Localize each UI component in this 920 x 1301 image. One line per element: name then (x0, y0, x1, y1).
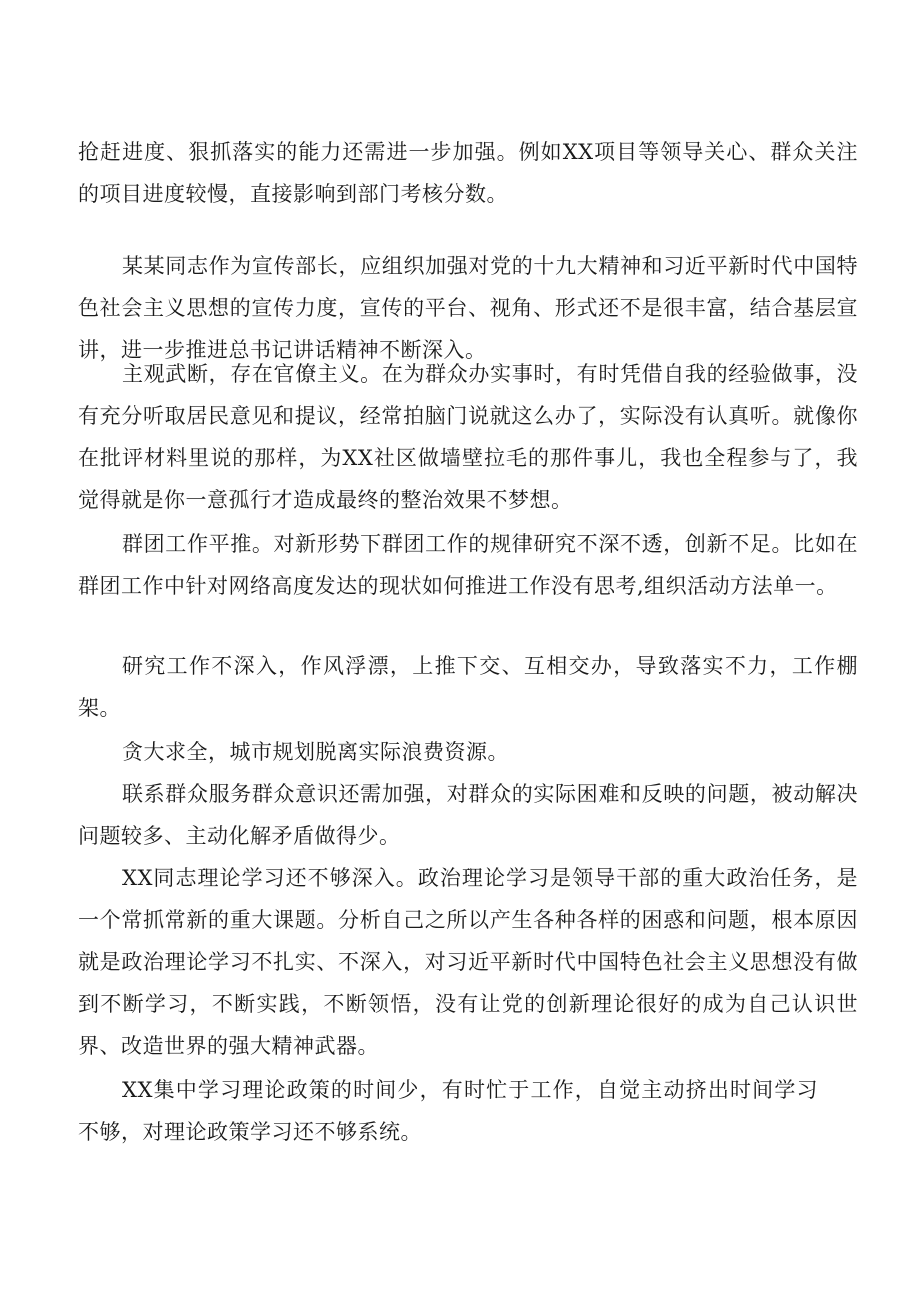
paragraph-4: 群团工作平推。对新形势下群团工作的规律研究不深不透，创新不足。比如在群团工作中针对网络高度发达的现状如何推进工作没有思考,组织活动方法单一。 (78, 532, 858, 598)
paragraph-7: 联系群众服务群众意识还需加强，对群众的实际困难和反映的问题，被动解决问题较多、主动化解矛盾做得少。 (78, 782, 858, 848)
paragraph-5: 研究工作不深入，作风浮漂，上推下交、互相交办，导致落实不力，工作棚架。 (78, 654, 858, 720)
paragraph-2: 某某同志作为宣传部长，应组织加强对党的十九大精神和习近平新时代中国特色社会主义思想的宣传力度，宣传的平台、视角、形式还不是很丰富，结合基层宣讲，进一步推进总书记讲话精神不断深入。 (78, 254, 858, 362)
paragraph-3: 主观武断，存在官僚主义。在为群众办实事时，有时凭借自我的经验做事，没有充分听取居民意见和提议，经常拍脑门说就这么办了，实际没有认真听。就像你在批评材料里说的那样，为XX社区做墙壁拉毛的那件事儿，我也全程参与了，我觉得就是你一意孤行才造成最终的整治效果不梦想。 (78, 362, 858, 512)
paragraph-9: XX集中学习理论政策的时间少，有时忙于工作，自觉主动挤出时间学习不够，对理论政策学习还不够系统。 (78, 1078, 818, 1144)
paragraph-1: 抢赶进度、狠抓落实的能力还需进一步加强。例如XX项目等领导关心、群众关注的项目进度较慢，直接影响到部门考核分数。 (78, 140, 858, 206)
paragraph-8: XX同志理论学习还不够深入。政治理论学习是领导干部的重大政治任务，是一个常抓常新的重大课题。分析自己之所以产生各种各样的困惑和问题，根本原因就是政治理论学习不扎实、不深入，对习近平新时代中国特色社会主义思想没有做到不断学习，不断实践，不断领悟，没有让党的创新理论很好的成为自己认识世界、改造世界的强大精神武器。 (78, 866, 858, 1058)
paragraph-6: 贪大求全，城市规划脱离实际浪费资源。 (122, 740, 509, 764)
